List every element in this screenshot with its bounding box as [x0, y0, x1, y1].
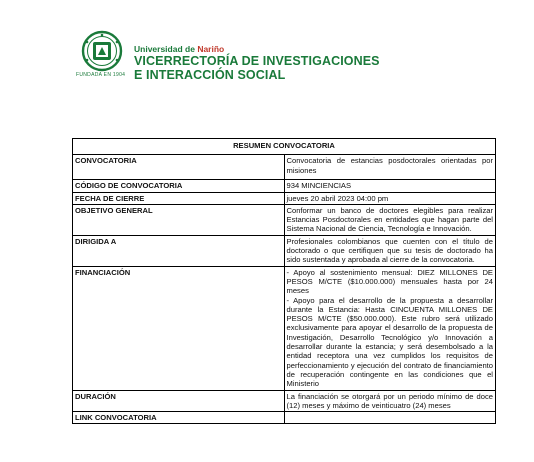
university-name: Universidad de Nariño — [134, 44, 225, 54]
row-value: Profesionales colombianos que cuenten con el título de doctorado o que certifiquen que su tesis de doctorado ha sido sustentada y aprobada al cierre de la convocatoria. — [284, 235, 496, 266]
table-row — [73, 390, 496, 412]
vicerrectoria-title-line2: E INTERACCIÓN SOCIAL — [134, 68, 286, 82]
row-value: Convocatoria de estancias posdoctorales orientadas por misiones — [284, 155, 496, 180]
row-value: jueves 20 abril 2023 04:00 pm — [284, 192, 496, 204]
row-value — [284, 412, 496, 424]
row-label: FECHA DE CIERRE — [73, 192, 285, 204]
financing-item: - Apoyo al sostenimiento mensual: DIEZ MILLONES DE PESOS M/CTE ($10.000.000) mensuales hasta por 24 meses — [286, 267, 493, 296]
table-row — [73, 266, 496, 390]
row-value: Conformar un banco de doctores elegibles para realizar Estancias Posdoctorales en entidades que hagan parte del Sistema Nacional de Ciencia, Tecnología e Innovación. — [284, 204, 496, 235]
row-label: DIRIGIDA A — [73, 235, 285, 266]
row-label: LINK CONVOCATORIA — [73, 412, 285, 424]
table-row — [73, 412, 496, 424]
brand-block — [134, 44, 380, 82]
table-row — [73, 235, 496, 266]
financing-item: - Apoyo para el desarrollo de la propuesta a desarrollar durante la Estancia: Hasta CINCUENTA MILLONES DE PESOS M/CTE ($50.000.000). Este rubro será utilizado exclusivamente para apoyar el desarrollo de la propuesta de Investigación, Desarrollo Tecnológico y/o Innovación a desarrollar durante la estancia; y será desembolsado a la entidad receptora una vez cumplidos los requisitos de perfeccionamiento y ejecución del contrato de financiamiento de recuperación contingente en las condiciones que el Ministerio — [286, 295, 493, 389]
table-row — [73, 192, 496, 204]
summary-table — [72, 138, 496, 424]
row-label: OBJETIVO GENERAL — [73, 204, 285, 235]
row-value: La financiación se otorgará por un periodo mínimo de doce (12) meses y máximo de veinticuatro (24) meses — [284, 390, 496, 412]
vicerrectoria-title-line1: VICERRECTORÍA DE INVESTIGACIONES — [134, 54, 380, 68]
document-header — [74, 30, 474, 90]
row-label: FINANCIACIÓN — [73, 266, 285, 390]
table-heading-row — [73, 139, 496, 155]
table-heading: RESUMEN CONVOCATORIA — [73, 139, 496, 155]
row-label: DURACIÓN — [73, 390, 285, 412]
row-label: CONVOCATORIA — [73, 155, 285, 180]
seal-caption: FUNDADA EN 1904 — [76, 72, 126, 78]
table-row — [73, 204, 496, 235]
row-value — [284, 266, 496, 390]
table-row — [73, 180, 496, 192]
row-value: 934 MINCIENCIAS — [284, 180, 496, 192]
university-seal — [74, 30, 130, 86]
table-row — [73, 155, 496, 180]
row-label: CÓDIGO DE CONVOCATORIA — [73, 180, 285, 192]
